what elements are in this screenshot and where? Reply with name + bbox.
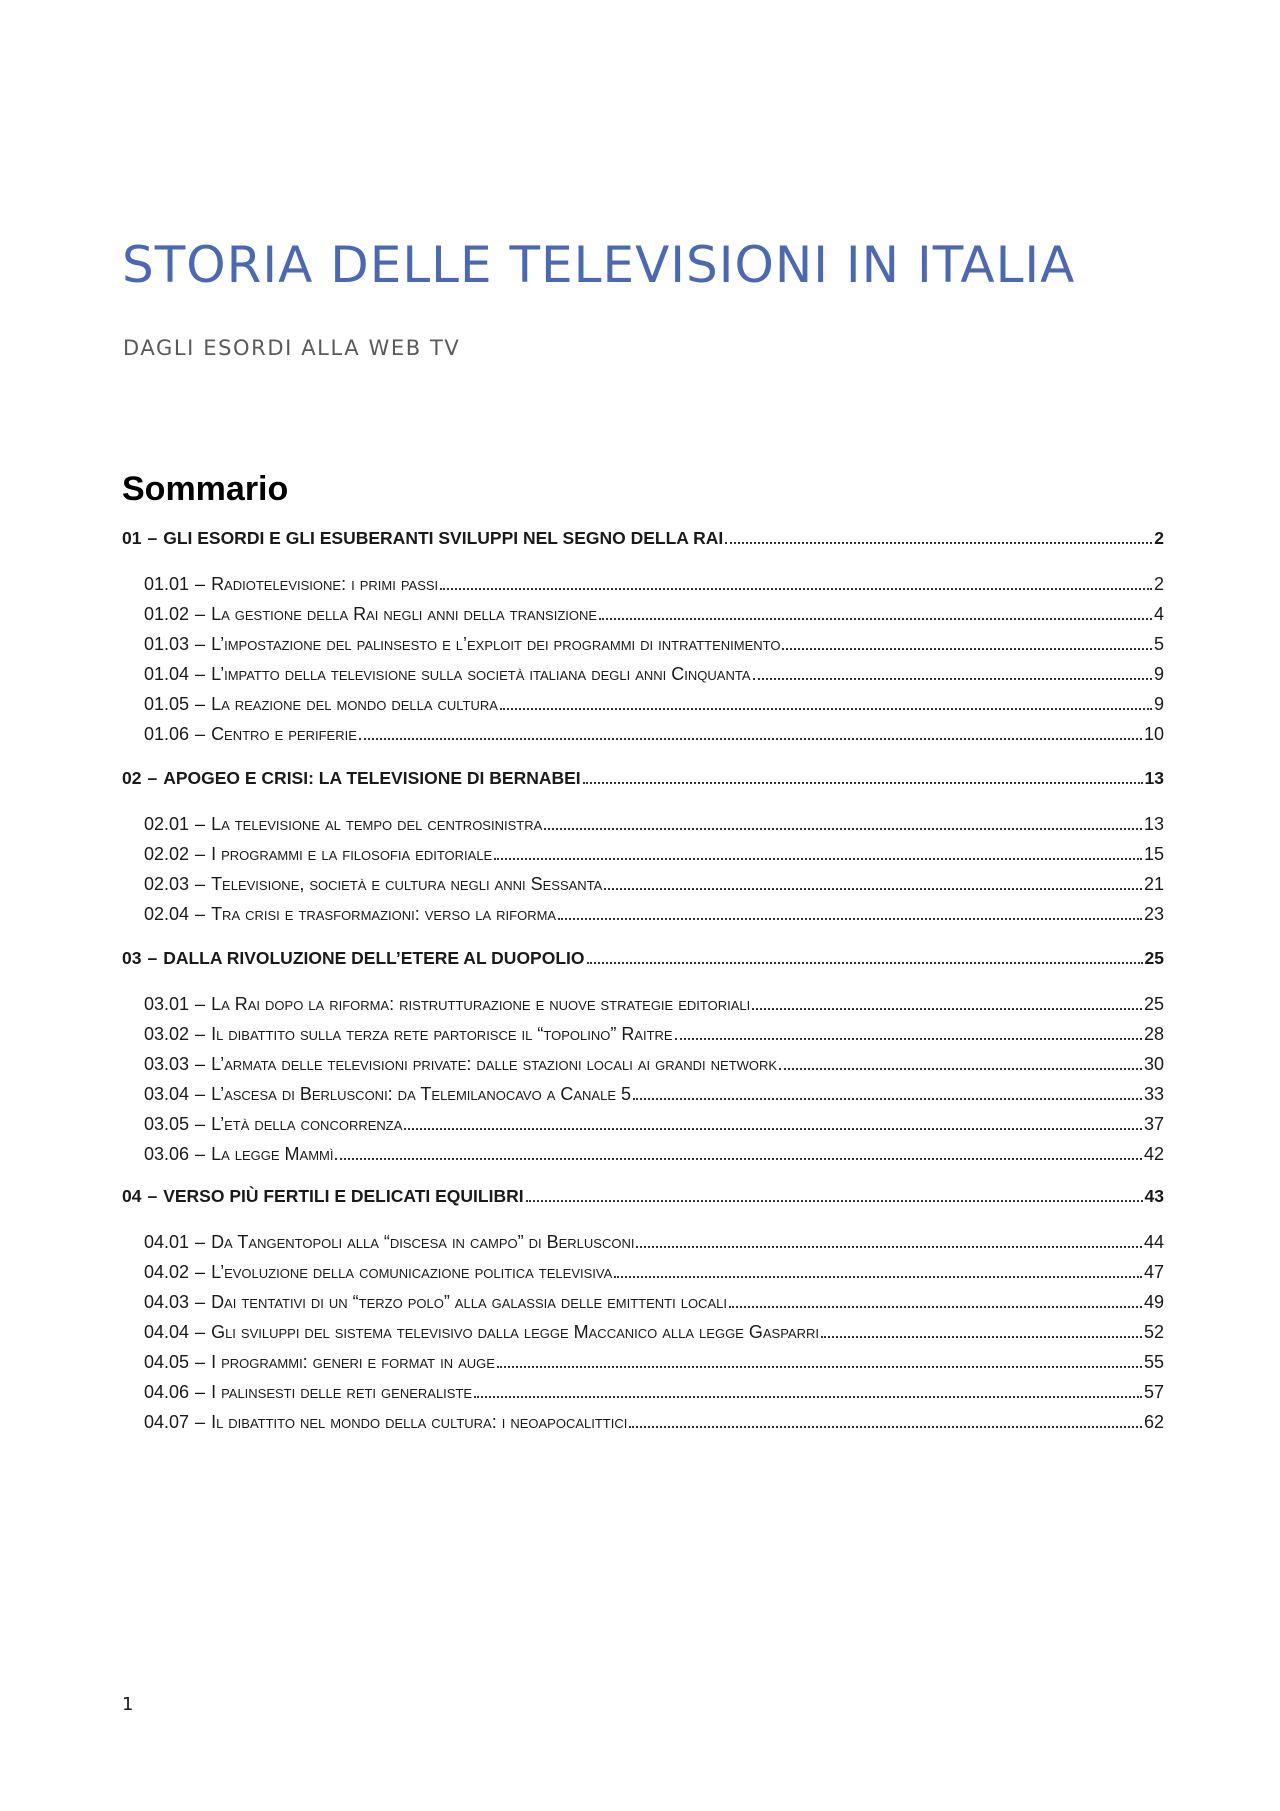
toc-item-title: I programmi e la filosofia editoriale — [211, 844, 493, 864]
toc-item-page: 30 — [1143, 1054, 1164, 1074]
toc-section-number: 03 — [122, 948, 142, 968]
toc-item-number: 03.05 — [144, 1114, 190, 1134]
toc-item-01-02[interactable]: 01.02 – La gestione della Rai negli anni della transizione 4 — [144, 604, 1164, 624]
toc-item-page: 47 — [1143, 1262, 1164, 1282]
toc-item-title: La televisione al tempo del centrosinistra — [211, 814, 543, 834]
toc-item-title: L’impostazione del palinsesto e l’exploit dei programmi di intrattenimento — [211, 634, 781, 654]
toc-item-page: 42 — [1143, 1144, 1164, 1164]
toc-item-page: 25 — [1143, 994, 1164, 1014]
toc-item-02-03[interactable]: 02.03 – Televisione, società e cultura negli anni Sessanta 21 — [144, 874, 1164, 894]
toc-item-03-01[interactable]: 03.01 – La Rai dopo la riforma: ristrutturazione e nuove strategie editoriali 25 — [144, 994, 1164, 1014]
toc-item-page: 10 — [1143, 724, 1164, 744]
toc-item-page: 52 — [1143, 1322, 1164, 1342]
toc-item-number: 04.06 — [144, 1382, 190, 1402]
toc-item-04-05[interactable]: 04.05 – I programmi: generi e format in auge 55 — [144, 1352, 1164, 1372]
toc-item-number: 03.01 — [144, 994, 190, 1014]
toc-item-number: 03.04 — [144, 1084, 190, 1104]
toc-item-number: 01.02 — [144, 604, 190, 624]
toc-item-title: Il dibattito nel mondo della cultura: i neoapocalittici — [211, 1412, 628, 1432]
toc-section-number: 02 — [122, 768, 142, 788]
toc-item-03-05[interactable]: 03.05 – L’età della concorrenza 37 — [144, 1114, 1164, 1134]
toc-item-title: L’evoluzione della comunicazione politica televisiva — [211, 1262, 613, 1282]
toc-item-03-04[interactable]: 03.04 – L’ascesa di Berlusconi: da Telemilanocavo a Canale 5 33 — [144, 1084, 1164, 1104]
toc-item-title: La legge Mammì — [211, 1144, 334, 1164]
toc-item-page: 55 — [1143, 1352, 1164, 1372]
toc-item-title: Televisione, società e cultura negli anni Sessanta — [211, 874, 603, 894]
toc-item-page: 13 — [1143, 814, 1164, 834]
toc-section-title: GLI ESORDI E GLI ESUBERANTI SVILUPPI NEL SEGNO DELLA RAI — [163, 528, 724, 548]
toc-section-title: APOGEO E CRISI: LA TELEVISIONE DI BERNABEI — [163, 768, 581, 788]
toc-item-number: 02.01 — [144, 814, 190, 834]
toc-item-01-05[interactable]: 01.05 – La reazione del mondo della cultura 9 — [144, 694, 1164, 714]
toc-section-03[interactable]: 03 – DALLA RIVOLUZIONE DELL’ETERE AL DUOPOLIO 25 — [122, 948, 1164, 968]
toc-item-number: 01.01 — [144, 574, 190, 594]
toc-item-01-01[interactable]: 01.01 – Radiotelevisione: i primi passi 2 — [144, 574, 1164, 594]
page-number: 1 — [122, 1694, 134, 1715]
toc-item-04-04[interactable]: 04.04 – Gli sviluppi del sistema televisivo dalla legge Maccanico alla legge Gasparri 52 — [144, 1322, 1164, 1342]
toc-item-title: Da Tangentopoli alla “discesa in campo” di Berlusconi — [211, 1232, 635, 1252]
toc-section-page: 25 — [1144, 948, 1164, 968]
toc-item-title: L’impatto della televisione sulla società italiana degli anni Cinquanta — [211, 664, 751, 684]
toc-section-title: DALLA RIVOLUZIONE DELL’ETERE AL DUOPOLIO — [163, 948, 585, 968]
toc-item-number: 04.02 — [144, 1262, 190, 1282]
toc-item-title: L’ascesa di Berlusconi: da Telemilanocavo a Canale 5 — [211, 1084, 632, 1104]
toc-item-number: 04.07 — [144, 1412, 190, 1432]
toc-item-title: Radiotelevisione: i primi passi — [211, 574, 439, 594]
toc-item-number: 04.03 — [144, 1292, 190, 1312]
toc-item-04-07[interactable]: 04.07 – Il dibattito nel mondo della cultura: i neoapocalittici 62 — [144, 1412, 1164, 1432]
toc-section-02[interactable]: 02 – APOGEO E CRISI: LA TELEVISIONE DI BERNABEI 13 — [122, 768, 1164, 788]
toc-item-02-02[interactable]: 02.02 – I programmi e la filosofia editoriale 15 — [144, 844, 1164, 864]
toc-item-number: 04.04 — [144, 1322, 190, 1342]
toc-section-number: 04 — [122, 1186, 142, 1206]
toc-item-page: 23 — [1143, 904, 1164, 924]
toc-item-page: 62 — [1143, 1412, 1164, 1432]
toc-item-number: 01.04 — [144, 664, 190, 684]
toc-heading: Sommario — [122, 470, 289, 508]
toc-item-number: 01.03 — [144, 634, 190, 654]
toc-item-03-03[interactable]: 03.03 – L’armata delle televisioni private: dalle stazioni locali ai grandi network 30 — [144, 1054, 1164, 1074]
toc-item-04-06[interactable]: 04.06 – I palinsesti delle reti generaliste 57 — [144, 1382, 1164, 1402]
toc-item-page: 9 — [1153, 664, 1164, 684]
toc-item-number: 04.01 — [144, 1232, 190, 1252]
toc-item-title: Il dibattito sulla terza rete partorisce il “topolino” Raitre — [211, 1024, 673, 1044]
toc-item-03-02[interactable]: 03.02 – Il dibattito sulla terza rete partorisce il “topolino” Raitre 28 — [144, 1024, 1164, 1044]
toc-item-04-01[interactable]: 04.01 – Da Tangentopoli alla “discesa in campo” di Berlusconi 44 — [144, 1232, 1164, 1252]
toc-section-page: 2 — [1154, 528, 1164, 548]
toc-item-page: 21 — [1143, 874, 1164, 894]
toc-item-page: 2 — [1153, 574, 1164, 594]
toc-item-number: 04.05 — [144, 1352, 190, 1372]
toc-item-title: La gestione della Rai negli anni della transizione — [211, 604, 598, 624]
toc-item-title: Centro e periferie — [211, 724, 357, 744]
toc-item-title: La Rai dopo la riforma: ristrutturazione e nuove strategie editoriali — [211, 994, 751, 1014]
toc-item-title: Gli sviluppi del sistema televisivo dalla legge Maccanico alla legge Gasparri — [211, 1322, 819, 1342]
toc-item-title: I programmi: generi e format in auge — [211, 1352, 495, 1372]
toc-item-page: 49 — [1143, 1292, 1164, 1312]
toc-section-04[interactable]: 04 – VERSO PIÙ FERTILI E DELICATI EQUILIBRI 43 — [122, 1186, 1164, 1206]
toc-item-title: I palinsesti delle reti generaliste — [211, 1382, 473, 1402]
toc-item-03-06[interactable]: 03.06 – La legge Mammì 42 — [144, 1144, 1164, 1164]
toc-item-01-04[interactable]: 01.04 – L’impatto della televisione sulla società italiana degli anni Cinquanta 9 — [144, 664, 1164, 684]
toc-item-page: 37 — [1143, 1114, 1164, 1134]
toc-item-page: 4 — [1153, 604, 1164, 624]
toc-item-04-02[interactable]: 04.02 – L’evoluzione della comunicazione politica televisiva 47 — [144, 1262, 1164, 1282]
toc-item-page: 5 — [1153, 634, 1164, 654]
toc-section-01[interactable]: 01 – GLI ESORDI E GLI ESUBERANTI SVILUPPI NEL SEGNO DELLA RAI 2 — [122, 528, 1164, 548]
toc-item-number: 02.04 — [144, 904, 190, 924]
toc-item-04-03[interactable]: 04.03 – Dai tentativi di un “terzo polo” alla galassia delle emittenti locali 49 — [144, 1292, 1164, 1312]
toc-item-title: Tra crisi e trasformazioni: verso la riforma — [211, 904, 557, 924]
toc-item-01-06[interactable]: 01.06 – Centro e periferie 10 — [144, 724, 1164, 744]
document-subtitle: DAGLI ESORDI ALLA WEB TV — [123, 336, 461, 360]
toc-section-page: 43 — [1144, 1186, 1164, 1206]
toc-item-number: 01.05 — [144, 694, 190, 714]
toc-item-number: 03.03 — [144, 1054, 190, 1074]
toc-item-number: 03.02 — [144, 1024, 190, 1044]
toc-item-number: 02.02 — [144, 844, 190, 864]
toc-section-title: VERSO PIÙ FERTILI E DELICATI EQUILIBRI — [163, 1186, 524, 1206]
document-title: STORIA DELLE TELEVISIONI IN ITALIA — [122, 236, 1076, 294]
toc-item-page: 44 — [1143, 1232, 1164, 1252]
toc-item-02-04[interactable]: 02.04 – Tra crisi e trasformazioni: verso la riforma 23 — [144, 904, 1164, 924]
toc-item-01-03[interactable]: 01.03 – L’impostazione del palinsesto e l’exploit dei programmi di intrattenimento 5 — [144, 634, 1164, 654]
toc-item-page: 33 — [1143, 1084, 1164, 1104]
toc-item-title: L’età della concorrenza — [211, 1114, 403, 1134]
toc-section-page: 13 — [1144, 768, 1164, 788]
toc-item-page: 15 — [1143, 844, 1164, 864]
toc-item-page: 9 — [1153, 694, 1164, 714]
toc-item-number: 03.06 — [144, 1144, 190, 1164]
toc-item-title: L’armata delle televisioni private: dalle stazioni locali ai grandi network — [211, 1054, 778, 1074]
toc-item-page: 28 — [1143, 1024, 1164, 1044]
toc-item-title: Dai tentativi di un “terzo polo” alla galassia delle emittenti locali — [211, 1292, 727, 1312]
toc-item-number: 02.03 — [144, 874, 190, 894]
toc-item-02-01[interactable]: 02.01 – La televisione al tempo del centrosinistra 13 — [144, 814, 1164, 834]
toc-section-number: 01 — [122, 528, 142, 548]
toc-item-page: 57 — [1143, 1382, 1164, 1402]
toc-item-number: 01.06 — [144, 724, 190, 744]
toc-item-title: La reazione del mondo della cultura — [211, 694, 498, 714]
